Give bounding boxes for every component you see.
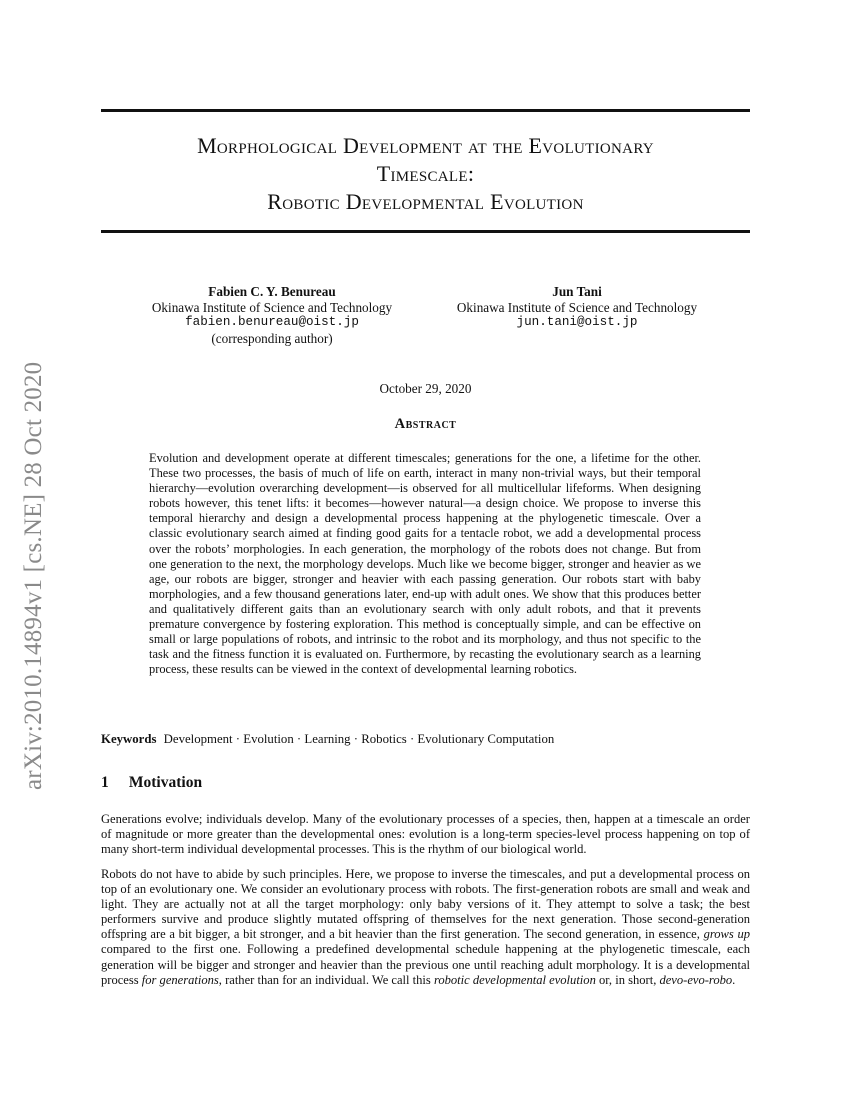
author-block — [122, 284, 422, 346]
keywords-label: Keywords — [101, 732, 157, 746]
title-line: Robotic Developmental Evolution — [267, 189, 584, 214]
emphasis-text: grows up — [703, 927, 750, 942]
paper-date: October 29, 2020 — [379, 381, 472, 396]
title-top-rule — [101, 109, 750, 112]
author-affiliation: Okinawa Institute of Science and Technology — [151, 299, 393, 315]
section-number: 1 — [101, 774, 109, 791]
keywords-line — [101, 732, 750, 747]
title-line: Morphological Development at the Evolutionary — [197, 133, 654, 158]
title-line: Timescale: — [376, 161, 475, 186]
paragraph-text: or, in short, — [595, 972, 660, 987]
author-affiliation: Okinawa Institute of Science and Technology — [456, 299, 698, 315]
body-paragraph — [101, 867, 750, 988]
author-name: Fabien C. Y. Benureau — [208, 284, 336, 299]
author-email[interactable]: fabien.benureau@oist.jp — [185, 315, 359, 329]
paragraph-text: . — [732, 972, 736, 987]
title-bottom-rule — [101, 230, 750, 233]
emphasis-text: devo-evo-robo — [659, 972, 733, 987]
paragraph-text: compared to the first one. Following a predefined developmental schedule happening at the phylogenetic timescale, each generation will be bigger and stronger and heavier than the previous one until reaching adult morphology. It is a developmental process — [101, 942, 750, 987]
arxiv-identifier: arXiv:2010.14894v1 [cs.NE] 28 Oct 2020 — [20, 361, 47, 790]
author-email[interactable]: jun.tani@oist.jp — [516, 315, 638, 329]
abstract-text: Evolution and development operate at different timescales; generations for the one, a lifetime for the other. These two processes, the basis of much of life on earth, interact in many non-trivial ways, but their temporal hierarchy—evolution overarching development—is observed for all multicellular lifeforms. When designing robots however, this tenet lifts: it becomes—however natural—a design choice. We propose to inverse this temporal hierarchy and design a developmental process happening at the phylogenetic timescale. Over a classic evolutionary search aimed at finding good gaits for a tentacle robot, we add a developmental process over the robots’ morphologies. In each generation, the morphology of the robots does not change. But from one generation to the next, the morphology develops. Much like we become bigger, stronger and heavier as we age, our robots are bigger, stronger and heavier with each passing generation. Our robots start with baby morphologies, and a few thousand generations later, end-up with adult ones. We show that this produces better and qualitatively different gaits than an evolutionary search with only adult robots, and that it prevents premature convergence by fostering exploration. This method is conceptually simple, and can be effective on small or large populations of robots, and intrinsic to the robot and its morphology, and thus not specific to the task and the fitness function it is evaluated on. Furthermore, by recasting the evolutionary search as a learning process, these results can be viewed in the context of developmental learning robotics. — [149, 451, 701, 677]
author-note: (corresponding author) — [211, 330, 333, 346]
paragraph-text: Robots do not have to abide by such principles. Here, we propose to inverse the timescales, and put a developmental process on top of an evolutionary one. We consider an evolutionary process with robots. The first-generation robots are small and weak and light. They are actually not at all the target morphology: only baby versions of it. They attempt to solve a task; the best performers survive and produce slightly mutated offspring of themselves for the next generation. Those second-generation offspring are a bit bigger, a bit stronger, and a bit heavier than the first generation. The second generation, in essence, — [101, 867, 750, 942]
section-heading — [101, 774, 202, 792]
paper-title — [101, 132, 750, 216]
keywords-list: Development · Evolution · Learning · Robotics · Evolutionary Computation — [163, 732, 555, 746]
paragraph-text: , rather than for an individual. We call this — [218, 972, 434, 987]
emphasis-text: robotic developmental evolution — [433, 972, 596, 987]
author-name: Jun Tani — [552, 284, 602, 299]
abstract-heading: Abstract — [394, 416, 457, 432]
section-title: Motivation — [128, 774, 203, 791]
body-paragraph: Generations evolve; individuals develop. Many of the evolutionary processes of a species, then, happen at a timescale an order of magnitude or more greater than the developmental ones: evolution is a long-term species-level process happening on top of many short-term individual developmental processes. This is the rhythm of our biological world. — [101, 812, 750, 857]
emphasis-text: for generations — [141, 972, 219, 987]
author-block — [427, 284, 727, 331]
